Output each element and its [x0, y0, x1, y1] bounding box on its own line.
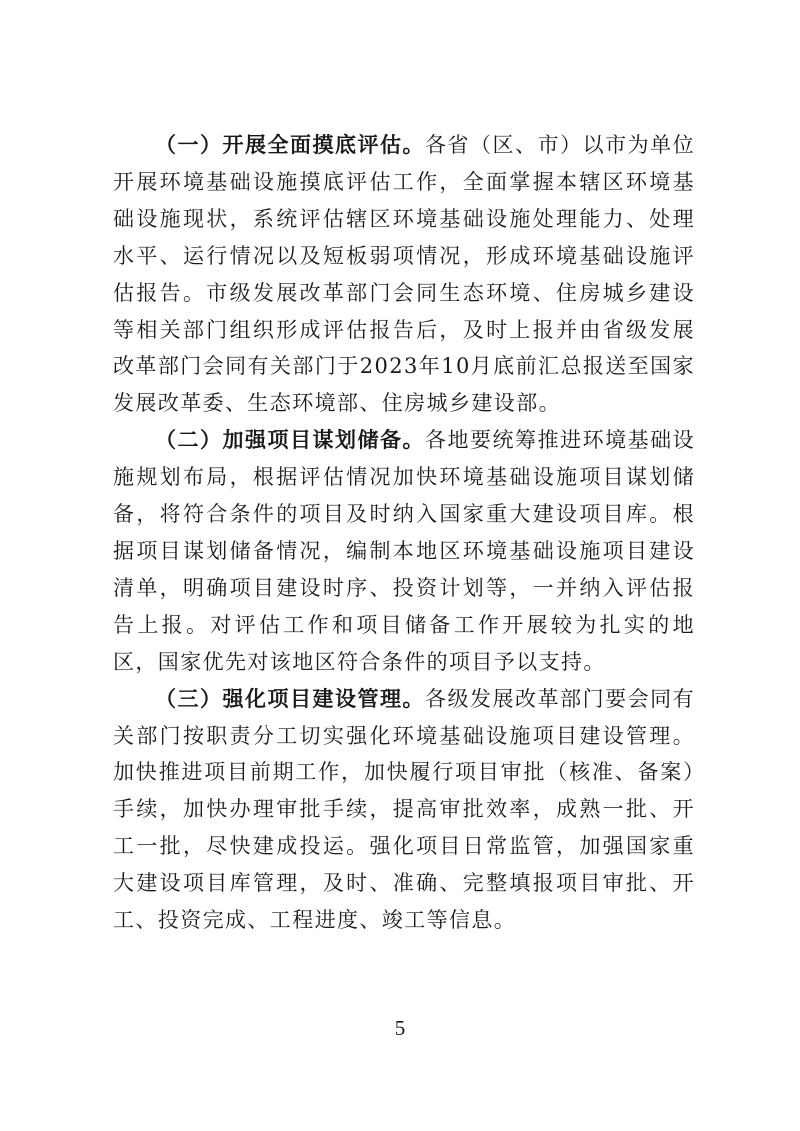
paragraph-text: 各地要统筹推进环境基础设施规划布局，根据评估情况加快环境基础设施项目谋划储备，将符合条件的项目及时纳入国家重大建设项目库。根据项目谋划储备情况，编制本地区环境基础设施项目建设清单，明确项目建设时序、投资计划等，一并纳入评估报告上报。对评估工作和项目储备工作开展较为扎实的地区，国家优先对该地区符合条件的项目予以支持。 [113, 428, 695, 674]
paragraph-construction-management [113, 681, 695, 939]
document-body [113, 127, 695, 939]
paragraph-text: 各级发展改革部门要会同有关部门按职责分工切实强化环境基础设施项目建设管理。加快推进项目前期工作，加快履行项目审批（核准、备案）手续，加快办理审批手续，提高审批效率，成熟一批、开工一批，尽快建成投运。强化项目日常监管，加强国家重大建设项目库管理，及时、准确、完整填报项目审批、开工、投资完成、工程进度、竣工等信息。 [113, 686, 695, 933]
paragraph-survey-assessment [113, 127, 695, 422]
paragraph-text: 各省（区、市）以市为单位开展环境基础设施摸底评估工作，全面掌握本辖区环境基础设施现状，系统评估辖区环境基础设施处理能力、处理水平、运行情况以及短板弱项情况，形成环境基础设施评估报告。市级发展改革部门会同生态环境、住房城乡建设等相关部门组织形成评估报告后，及时上报并由省级发展改革部门会同有关部门于2023年10月底前汇总报送至国家发展改革委、生态环境部、住房城乡建设部。 [113, 133, 695, 416]
paragraph-heading: （一）开展全面摸底评估。 [155, 133, 426, 157]
paragraph-project-planning [113, 422, 695, 680]
paragraph-heading: （三）强化项目建设管理。 [155, 686, 426, 711]
paragraph-heading: （二）加强项目谋划储备。 [155, 428, 426, 453]
page-number: 5 [394, 1016, 406, 1040]
